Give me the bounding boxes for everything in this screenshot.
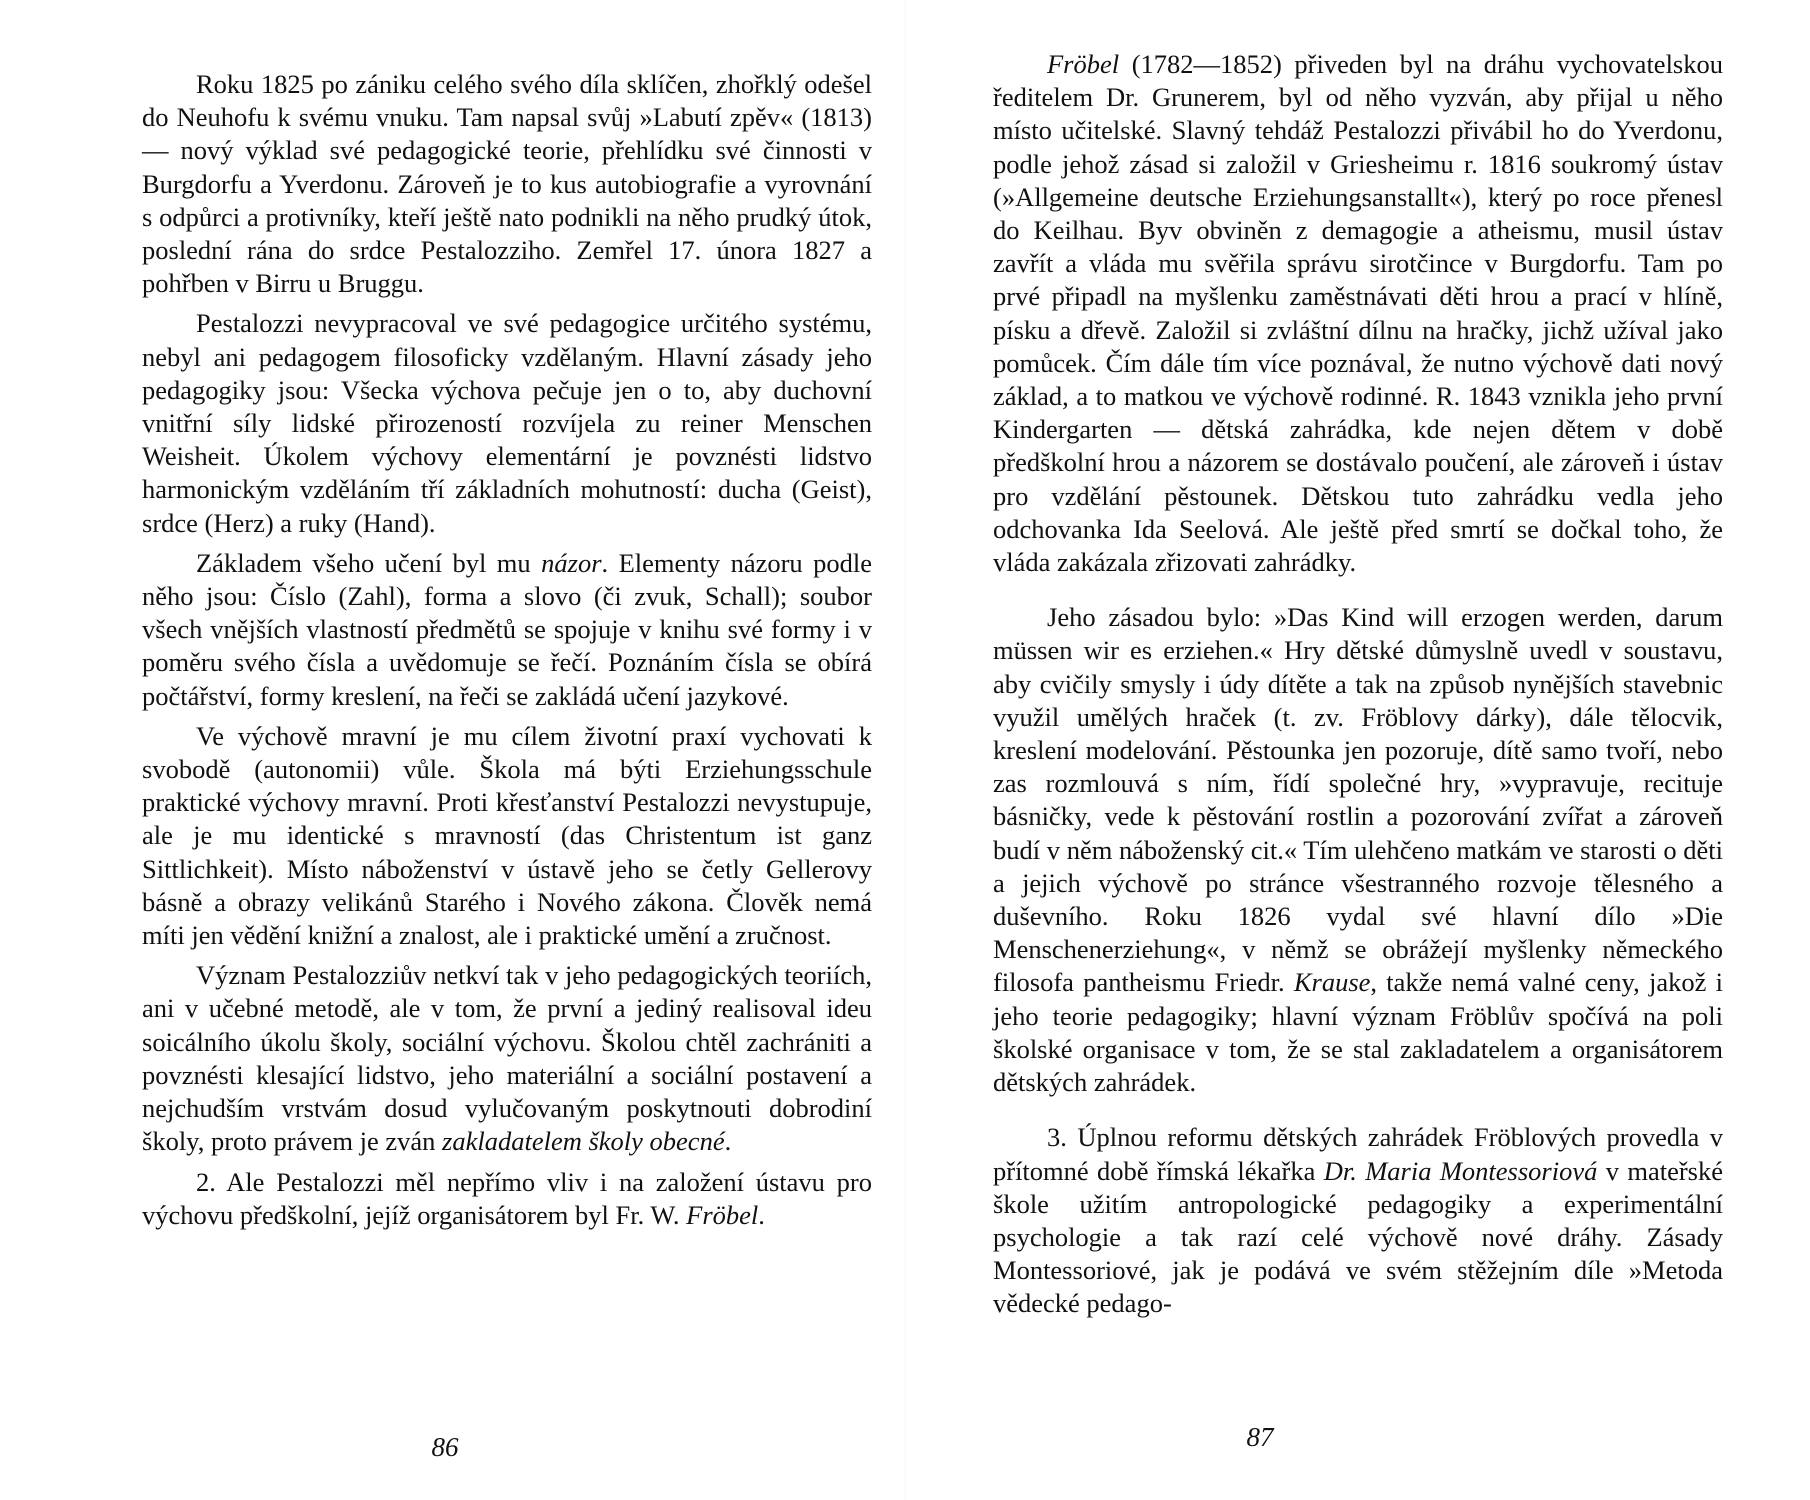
right-page-number: 87 <box>1246 1422 1274 1452</box>
left-paragraph-4 <box>142 720 872 952</box>
text-run: Pestalozzi nevypracoval ve své pedagogice určitého systému, nebyl ani pedagogem filosoficky vzdělaným. Hlavní zásady jeho pedagogiky jsou: Všecka výchova pečuje jen o to, aby duchovní vnitřní síly lidské přirozeností rozvíjela zu reiner Menschen Weisheit. Úkolem výchovy elementární je povznésti lidstvo harmonickým vzděláním tří základních mohutností: ducha (Geist), srdce (Herz) a ruky (Hand). <box>142 308 872 538</box>
text-run: Ve výchově mravní je mu cílem životní praxí vychovati k svobodě (autonomii) vůle. Škola má býti Erziehungsschule praktické výchovy mravní. Proti křesťanství Pestalozzi nevystupuje, ale je mu identické s mravností (das Christentum ist ganz Sittlichkeit). Místo náboženství v ústavě jeho se četly Gellerovy básně a obrazy velikánů Starého i Nového zákona. Člověk nemá míti jen vědění knižní a znalost, ale i praktické umění a zručnost. <box>142 720 872 951</box>
italic-term: zakladatelem školy obecné <box>442 1126 725 1157</box>
right-paragraph-3 <box>993 1121 1723 1320</box>
text-run: Jeho zásadou bylo: »Das Kind will erzogen werden, darum müssen wir es erziehen.« Hry dětské důmyslně uvedl v soustavu, aby cvičily smysly i údy dítěte a tak na způsob nynějších stavebnic využil umělých hraček (t. zv. Fröblovy dárky), dále tělocvik, kreslení modelování. Pěstounka jen pozoruje, dítě samo tvoří, nebo zas rozmlouvá s ním, řídí společné hry, »vypravuje, recituje básničky, vede k pěstování rostlin a pozorování zvířat a zároveň budí v něm náboženský cit.« Tím ulehčeno matkám ve starosti o děti a jejich výchově po stránce všestranného rozvoje tělesného a duševního. Roku 1826 vydal své hlavní dílo »Die Menschenerziehung«, v němž se obrážejí myšlenky německého filosofa pantheismu Friedr. <box>993 602 1723 998</box>
text-run: . Elementy názoru podle něho jsou: Číslo (Zahl), forma a slovo (či zvuk, Schall); soubor všech vnějších vlastností předmětů se spojuje v knihu své formy i v poměru svého čísla a uvědomuje se řečí. Poznáním čísla se obírá počtářství, formy kreslení, na řeči se zakládá učení jazykové. <box>142 547 872 711</box>
text-run: Základem všeho učení byl mu <box>196 547 542 578</box>
right-page <box>905 0 1810 1500</box>
italic-term: Fröbel <box>1047 49 1120 79</box>
left-paragraph-5 <box>142 959 872 1158</box>
left-page-text <box>142 68 872 1232</box>
left-paragraph-2 <box>142 307 872 539</box>
text-run: Roku 1825 po zániku celého svého díla sklíčen, zhořklý odešel do Neuhofu k svému vnuku. Tam napsal svůj »Labutí zpěv« (1813) — nový výklad své pedagogické teorie, přehlídku své činnosti v Burgdorfu a Yverdonu. Zároveň je to kus autobiografie a vyrovnání s odpůrci a protivníky, kteří ještě nato podnikli na něho prudký útok, poslední rána do srdce Pestalozziho. Zemřel 17. února 1827 a pohřben v Birru u Bruggu. <box>142 69 872 299</box>
text-run: Význam Pestalozziův netkví tak v jeho pedagogických teoriích, ani v učebné metodě, ale v tom, že první a jediný realisoval ideu soicálního úkolu školy, sociální výchovu. Školou chtěl zachrániti a povznésti klesající lidstvo, jeho materiální a sociální postavení a nejchudším vrstvám dosud vylučovaným poskytnouti dobrodiní školy, proto právem je zván <box>142 960 872 1157</box>
text-run: . <box>724 1126 732 1157</box>
left-paragraph-6 <box>142 1166 872 1232</box>
text-run: , takže nemá valné ceny, jakož i jeho teorie pedagogiky; hlavní význam Fröblův spočívá na poli školské organisace v tom, že se stal zakladatelem a organisátorem dětských zahrádek. <box>993 967 1723 1098</box>
text-run: (1782—1852) přiveden byl na dráhu vychovatelskou ředitelem Dr. Grunerem, byl od něho vyzván, aby přijal u něho místo učitelské. Slavný tehdáž Pestalozzi přivábil ho do Yverdonu, podle jehož zásad si založil v Griesheimu r. 1816 soukromý ústav (»Allgemeine deutsche Erziehungsanstallt«), který po roce přenesl do Keilhau. Byv obviněn z demagogie a atheismu, musil ústav zavřít a vláda mu svěřila správu sirotčince v Burgdorfu. Tam po prvé připadl na myšlenku zaměstnávati děti hrou a prací v hlíně, písku a dřevě. Založil si zvláštní dílnu na hračky, jichž užíval jako pomůcek. Čím dále tím více poznával, že nutno výchově dati nový základ, a to matkou ve výchově rodinné. R. 1843 vznikla jeho první Kindergarten — dětská zahrádka, kde nejen dětem v době předškolní hrou a názorem se dostávalo poučení, ale zároveň i ústav pro vzdělání pěstounek. Dětskou tuto zahrádku vedla jeho odchovanka Ida Seelová. Ale ještě před smrtí se dočkal toho, že vláda zakázala zřizovati zahrádky. <box>993 49 1723 578</box>
italic-term: Dr. Maria Montessoriová <box>1323 1155 1598 1186</box>
text-run: 3. Úplnou reformu dětských zahrádek Fröblových provedla v přítomné době římská lékařka <box>993 1122 1723 1186</box>
right-page-text <box>993 48 1723 1321</box>
italic-term: názor <box>541 547 602 578</box>
right-paragraph-2 <box>993 601 1723 1099</box>
left-paragraph-3 <box>142 547 872 713</box>
text-run: v mateřské škole užitím antropologické pedagogiky a experimentální psychologie a tak razí celé výchově nové dráhy. Zásady Montessoriové, jak je podává ve svém stěžejním díle »Metoda vědecké pedago- <box>993 1155 1723 1319</box>
italic-term: Fröbel <box>686 1199 759 1230</box>
left-page-number: 86 <box>431 1432 459 1462</box>
text-run: 2. Ale Pestalozzi měl nepřímo vliv i na založení ústavu pro výchovu předškolní, jejíž organisátorem byl Fr. W. <box>142 1166 872 1230</box>
italic-term: Krause <box>1293 967 1371 998</box>
text-run: . <box>758 1199 765 1230</box>
left-paragraph-1 <box>142 68 872 300</box>
right-paragraph-1 <box>993 48 1723 579</box>
